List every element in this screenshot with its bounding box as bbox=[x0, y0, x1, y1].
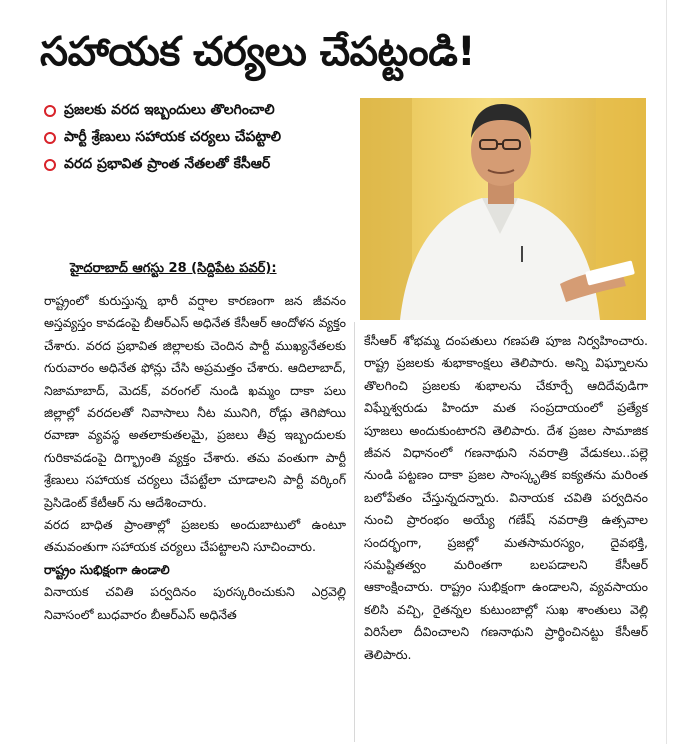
highlight-text: వరద ప్రభావిత ప్రాంత నేతలతో కేసీఆర్ bbox=[64, 156, 271, 172]
highlight-item bbox=[44, 154, 349, 175]
bullet-ring-icon bbox=[44, 105, 56, 117]
dateline: హైదరాబాద్ ఆగస్టు 28 (సిద్దిపేట పవర్): bbox=[70, 261, 277, 276]
article-subheading: రాష్ట్రం సుభిక్షంగా ఉండాలి bbox=[44, 561, 170, 577]
highlight-text: పార్టీ శ్రేణులు సహాయక చర్యలు చేపట్టాలి bbox=[64, 129, 281, 145]
bullet-ring-icon bbox=[44, 159, 56, 171]
headline: సహాయక చర్యలు చేపట్టండి! bbox=[40, 29, 476, 75]
column-divider bbox=[354, 322, 355, 742]
bullet-ring-icon bbox=[44, 132, 56, 144]
article-paragraph: వరద బాధిత ప్రాంతాల్లో ప్రజలకు అందుబాటులో ఉంటూ తమవంతుగా సహాయక చర్యలు చేపట్టాలని సూచించారు. bbox=[44, 517, 346, 555]
highlight-text: ప్రజలకు వరద ఇబ్బందులు తొలగించాలి bbox=[64, 102, 275, 118]
article-column-right bbox=[364, 330, 648, 666]
article-paragraph: కేసీఆర్ శోభమ్మ దంపతులు గణపతి పూజ నిర్వహించారు. రాష్ట్ర ప్రజలకు శుభాకాంక్షలు తెలిపారు. అన్ని విఘ్నాలను తొలగించి ప్రజలకు శుభాలను చేకూర్చే ఆదిదేవుడిగా విఘ్నేశ్వరుడు హిందూ మత సంప్రదాయంలో ప్రత్యేక పూజలు అందుకుంటారని తెలిపారు. దేశ ప్రజల సామాజిక జీవన విధానంలో గణనాథుని నవరాత్రి వేడుకలు..పల్లె నుండి పట్టణం దాకా ప్రజల సాంస్కృతిక ఐక్యతను మరింత బలోపేతం చేస్తున్నదన్నారు. వినాయక చవితి పర్వదినం నుంచి ప్రారంభం అయ్యే గణేష్ నవరాత్రి ఉత్సవాల సందర్భంగా, ప్రజల్లో మతసామరస్యం, దైవభక్తి, సమష్టితత్వం మరింతగా బలపడాలని కేసీఆర్ ఆకాంక్షించారు. రాష్ట్రం సుభిక్షంగా ఉండాలని, వ్యవసాయం కలిసి వచ్చి, రైతన్నల కుటుంబాల్లో సుఖ శాంతులు వెల్లి విరిసేలా దీవించాలని గణనాథుని ప్రార్థించినట్టు కేసీఆర్ తెలిపారు. bbox=[364, 333, 648, 662]
highlight-item bbox=[44, 127, 349, 148]
highlight-item bbox=[44, 100, 349, 121]
article-column-left bbox=[44, 290, 346, 626]
leader-photo-illustration bbox=[360, 98, 646, 320]
article-paragraph: రాష్ట్రంలో కురుస్తున్న భారీ వర్షాల కారణంగా జన జీవనం అస్తవ్యస్తం కావడంపై బీఆర్ఎస్ అధినేత కేసీఆర్ ఆందోళన వ్యక్తం చేశారు. వరద ప్రభావిత జిల్లాలకు చెందిన పార్టీ ముఖ్యనేతలకు గురువారం అధినేత ఫోన్లు చేసి అప్రమత్తం చేశారు. ఆదిలాబాద్, నిజామాబాద్, మెదక్, వరంగల్ నుండి ఖమ్మం దాకా పలు జిల్లాల్లో వరదలతో నివాసాలు నీట మునిగి, రోడ్లు తెగిపోయి రవాణా వ్యవస్థ అతలాకుతలమై, ప్రజలు తీవ్ర ఇబ్బందులకు గురికావడంపై దిగ్భ్రాంతి వ్యక్తం చేశారు. తమ వంతుగా పార్టీ శ్రేణులు సహాయక చర్యలు చేపట్టేలా చూడాలని పార్టీ వర్కింగ్ ప్రెసిడెంట్ కేటీఆర్ ను ఆదేశించారు. bbox=[44, 293, 346, 510]
page-edge-divider bbox=[666, 0, 667, 744]
news-photo bbox=[360, 98, 646, 320]
article-paragraph: వినాయక చవితి పర్వదినం పురస్కరించుకుని ఎర్రవెల్లి నివాసంలో బుధవారం బీఆర్ఎస్ అధినేత bbox=[44, 584, 346, 622]
highlights-list bbox=[44, 100, 349, 181]
